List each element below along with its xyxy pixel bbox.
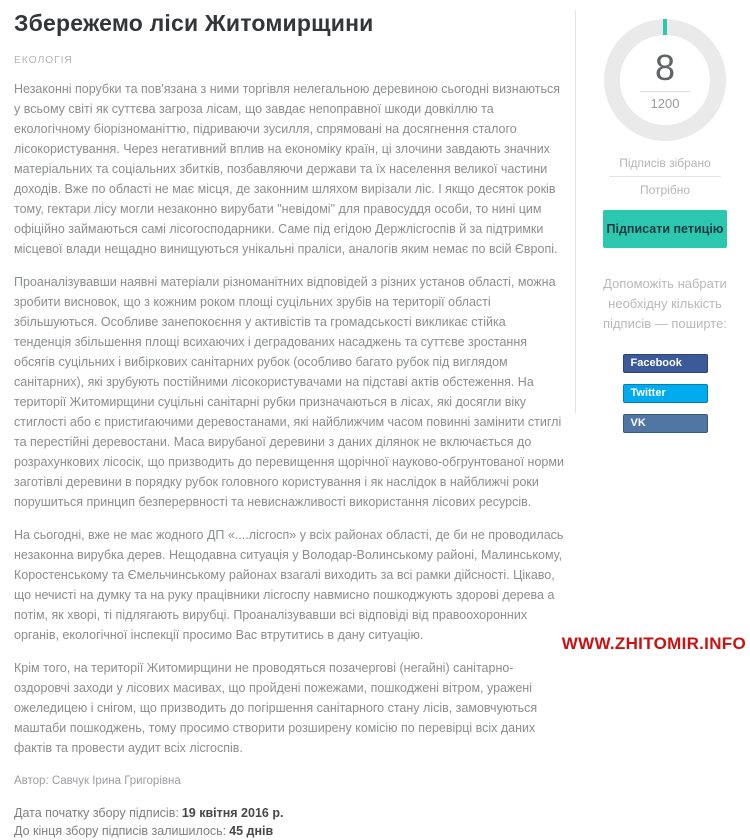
required-count: 1200	[650, 95, 680, 111]
petition-paragraph: На сьогодні, вже не має жодного ДП «....лісгосп» у всіх районах області, де би не проводилась незаконна вирубка дерев. Нещодавна ситуація у Володар-Волинському районі, Малинському, Коростенському та Ємельчинському районах взагалі виходить за всі рамки дійсності. Цікаво, що нечисті на думку та на руку працівники лісгоспу навмисно пошкоджують здорові дерева а потім, як хворі, ті підлягають вирубці. Проаналізувавши всі відповіді від правоохоронних органів, екологічної інспекції просимо Вас втрутитись в дану ситуацію.	[14, 528, 564, 642]
progress-ring	[604, 19, 726, 141]
stat-divider	[609, 176, 721, 177]
page-title: Збережемо ліси Житомирщини	[14, 10, 374, 36]
sign-petition-button[interactable]: Підписати петицію	[603, 210, 727, 248]
days-remaining-row	[14, 822, 565, 840]
share-facebook-button[interactable]: Facebook	[623, 354, 708, 373]
progress-ring-tick	[663, 19, 667, 35]
author-line: Автор: Савчук Ірина Григорівна	[14, 775, 181, 787]
progress-ring-center	[620, 35, 710, 125]
petition-paragraph: Крім того, на території Житомирщини не проводяться позачергові (негайні) санітарно-оздоровчі заходи у лісових масивах, що пройдені пожежами, пошкоджені вітром, уражені ожеледицею і снігом, що призводить до погіршення санітарного стану лісів, замовчуються маштаби пошкоджень, тому просимо створити розширену комісію по перевірці всіх даних фактів та провести аудит всіх лісгоспів.	[14, 661, 538, 755]
start-date-row	[14, 804, 565, 822]
count-divider	[640, 91, 690, 92]
petition-body	[14, 79, 565, 758]
site-watermark: WWW.ZHITOMIR.INFO	[561, 634, 746, 653]
signed-count: 8	[654, 46, 676, 88]
petition-content	[14, 10, 565, 840]
signature-sidebar	[592, 0, 738, 433]
petition-paragraph: Проаналізувавши наявні матеріали різноманітних відповідей з різних установ області, можна зробити висновок, що з кожним роком площі суцільних зрубів на території області збільшуються. Особливе занепокоєння у активістів та громадськості викликає стійка тенденція збільшення площі всихаючих і деградованих насаджень та суттєве зростання обсягів суцільних і вибіркових санітарних рубок (особливо багато рубок під виглядом санітарних), які зрубують постійними лісокористувачами на підставі актів обстеження. На території Житомирщини суцільні санітарні рубки призначаються в лісах, які досягли віку стиглості або є пристигаючими деревостанами, які найближчим часом повинні замінити стиглі та перестійні деревостани. Маса вирубаної деревини з даних ділянок не включається до розрахункових лісосік, що призводить до перевищення щорічної науково-обгрунтованої норми заготівлі деревини в порядку рубок головного користування і як наслідок в найближчі роки порушиться принцип безперервності та невиснажливості використання лісових ресурсів.	[14, 275, 564, 509]
required-label: Потрібно	[639, 183, 691, 197]
content-sidebar-divider	[575, 10, 576, 413]
days-remaining-value: 45 днів	[229, 824, 274, 838]
start-date-label: Дата початку збору підписів:	[14, 806, 179, 820]
signed-label: Підписів зібрано	[619, 156, 711, 170]
share-vk-button[interactable]: VK	[623, 414, 708, 433]
share-twitter-button[interactable]: Twitter	[623, 384, 708, 403]
category-label: ЕКОЛОГІЯ	[14, 54, 73, 66]
petition-paragraph: Незаконні порубки та пов'язана з ними торгівля нелегальною деревиною сьогодні визнаються у всьому світі як суттєва загроза лісам, що завдає непоправної шкоди довкіллю та екологічному біорізноманіттю, підриваючи зусилля, спрямовані на досягнення сталого лісокористування. Через негативний вплив на економіку країн, ці злочини завдають значних матеріальних та соціальних збитків, позбавляючи держави та їх населення великої частини доходів. Вже по області не має місця, де законним шляхом вирізали ліс. І якщо десяток років тому, гектари лісу могли незаконно вирубати "невідомі" для правосуддя особи, то нині цим офіційно займаються самі лісогосподарники. Саме під егідою Держлісгоспів й за підтримки місцевої влади нещадно винищуються унікальні праліси, аналогів яким немає по всій Європі.	[14, 82, 560, 256]
dates-block	[14, 804, 565, 840]
start-date-value: 19 квітня 2016 р.	[181, 806, 284, 820]
days-remaining-label: До кінця збору підписів залишилось:	[14, 824, 227, 838]
share-prompt: Допоможіть набрати необхідну кількість підписів — поширте:	[603, 276, 727, 331]
